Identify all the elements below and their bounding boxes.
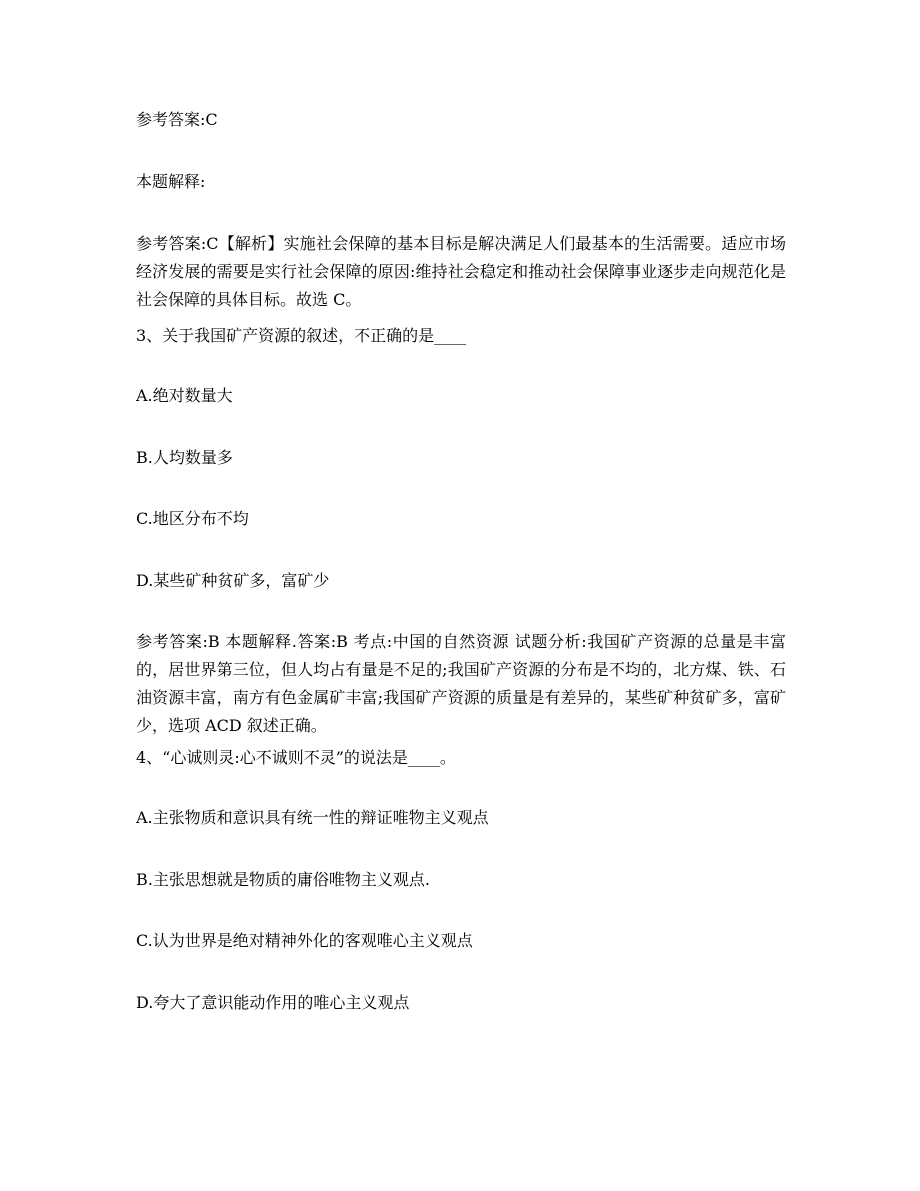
q4-option-a: A.主张物质和意识具有统一性的辩证唯物主义观点 xyxy=(136,808,489,827)
q3-question: 3、关于我国矿产资源的叙述，不正确的是____ xyxy=(136,326,467,345)
q2-answer: 参考答案:C xyxy=(136,110,218,129)
q3-answer: 参考答案:B 本题解释.答案:B 考点:中国的自然资源 试题分析:我国矿产资源的总量是丰富的，居世界第三位，但人均占有量是不足的;我国矿产资源的分布是不均的，北方煤、铁、石油资源丰富，南方有色金属矿丰富;我国矿产资源的质量是有差异的，某些矿种贫矿多，富矿少，选项 ACD 叙述正确。 xyxy=(136,632,786,735)
q4-option-c: C.认为世界是绝对精神外化的客观唯心主义观点 xyxy=(136,931,473,950)
q3-option-d: D.某些矿种贫矿多，富矿少 xyxy=(136,571,330,590)
q4-option-d: D.夸大了意识能动作用的唯心主义观点 xyxy=(136,993,410,1012)
q4-question: 4、“心诚则灵:心不诚则不灵”的说法是____。 xyxy=(136,748,456,767)
q3-option-c: C.地区分布不均 xyxy=(136,509,249,528)
q2-explanation: 参考答案:C【解析】实施社会保障的基本目标是解决满足人们最基本的生活需要。适应市场经济发展的需要是实行社会保障的原因:维持社会稳定和推动社会保障事业逐步走向规范化是社会保障的具体目标。故选 C。 xyxy=(136,234,786,309)
q3-option-b: B.人均数量多 xyxy=(136,448,233,467)
q3-option-a: A.绝对数量大 xyxy=(136,386,233,405)
q2-explain-label: 本题解释: xyxy=(136,172,206,191)
q4-option-b: B.主张思想就是物质的庸俗唯物主义观点. xyxy=(136,870,430,889)
